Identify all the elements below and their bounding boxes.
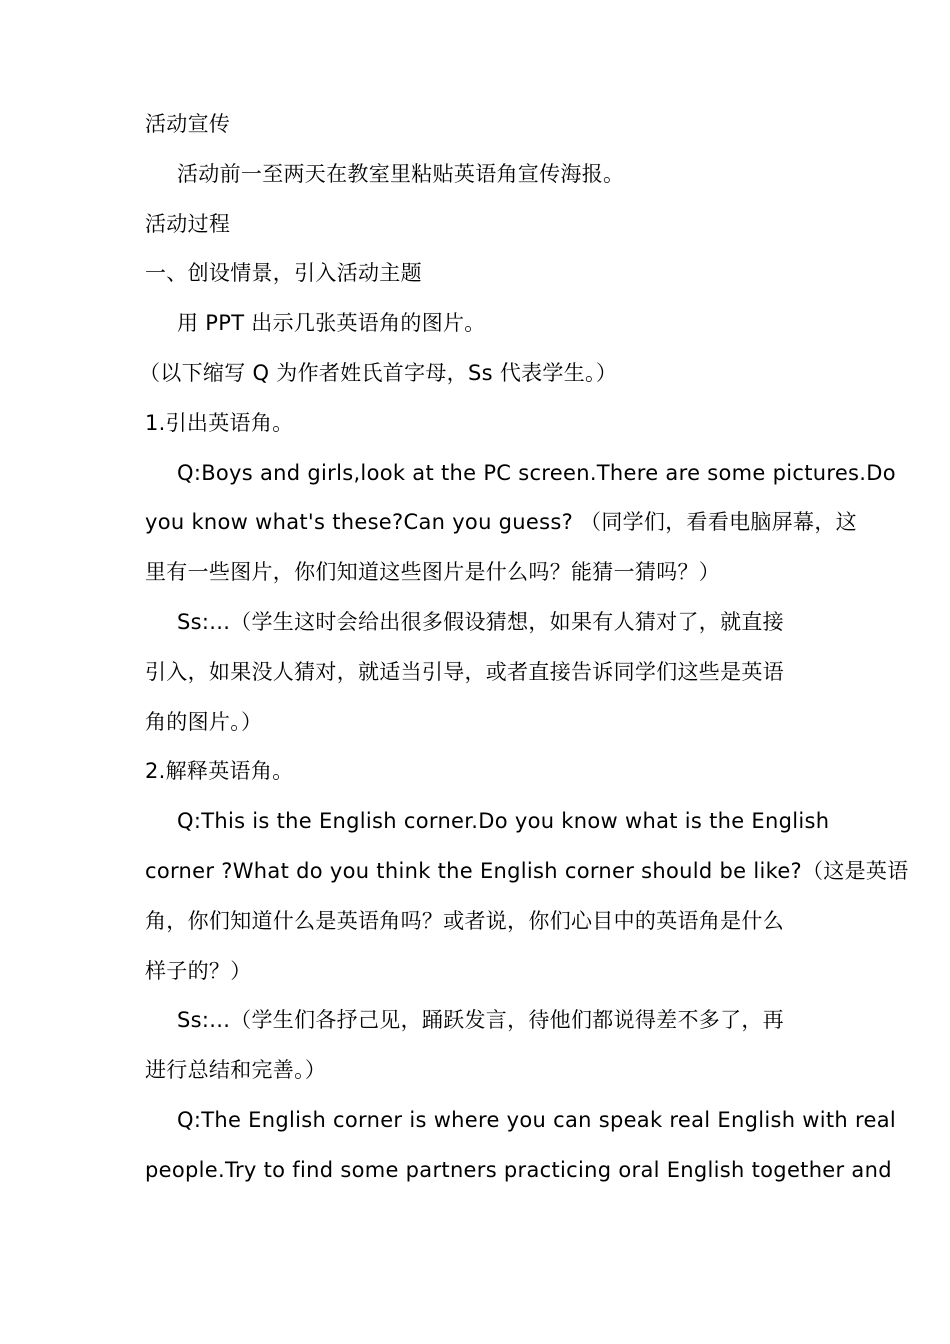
dialogue-ss-2-line-1: Ss:...（学生们各抒己见，踊跃发言，待他们都说得差不多了，再 [177,1008,784,1033]
step-heading-2: 2.解释英语角。 [145,759,294,784]
dialogue-q-1-line-1: Q:Boys and girls,look at the PC screen.There are some pictures.Do [177,460,896,485]
dialogue-q-2-line-1: Q:This is the English corner.Do you know what is the English [177,809,830,834]
dialogue-q-2-line-2: corner ?What do you think the English corner should be like?（这是英语 [145,858,909,883]
dialogue-ss-2-line-2: 进行总结和完善。） [145,1058,327,1083]
dialogue-q-2-line-3: 角，你们知道什么是英语角吗？或者说，你们心目中的英语角是什么 [145,908,784,933]
paragraph-publicity: 活动前一至两天在教室里粘贴英语角宣传海报。 [177,161,625,186]
dialogue-q-3-line-2: people.Try to find some partners practicing oral English together and [145,1157,892,1182]
document-body [139,100,909,1196]
dialogue-ss-1-line-3: 角的图片。） [145,709,263,734]
dialogue-ss-1-line-1: Ss:...（学生这时会给出很多假设猜想，如果有人猜对了，就直接 [177,609,784,634]
step-heading-1: 1.引出英语角。 [145,410,294,435]
dialogue-q-3-line-1: Q:The English corner is where you can speak real English with real [177,1107,897,1132]
subsection-heading-1: 一、创设情景，引入活动主题 [145,261,422,286]
dialogue-q-1-line-3: 里有一些图片，你们知道这些图片是什么吗？能猜一猜吗？） [145,560,721,585]
paragraph-ppt: 用 PPT 出示几张英语角的图片。 [177,311,486,336]
note-abbreviations: （以下缩写 Q 为作者姓氏首字母，Ss 代表学生。） [139,360,618,385]
section-heading-process: 活动过程 [145,211,231,236]
dialogue-q-1-line-2: you know what's these?Can you guess? （同学们，看看电脑屏幕，这 [145,510,857,535]
dialogue-q-2-line-4: 样子的？） [145,958,252,983]
section-heading-publicity: 活动宣传 [145,112,231,136]
dialogue-ss-1-line-2: 引入，如果没人猜对，就适当引导，或者直接告诉同学们这些是英语 [145,659,784,684]
